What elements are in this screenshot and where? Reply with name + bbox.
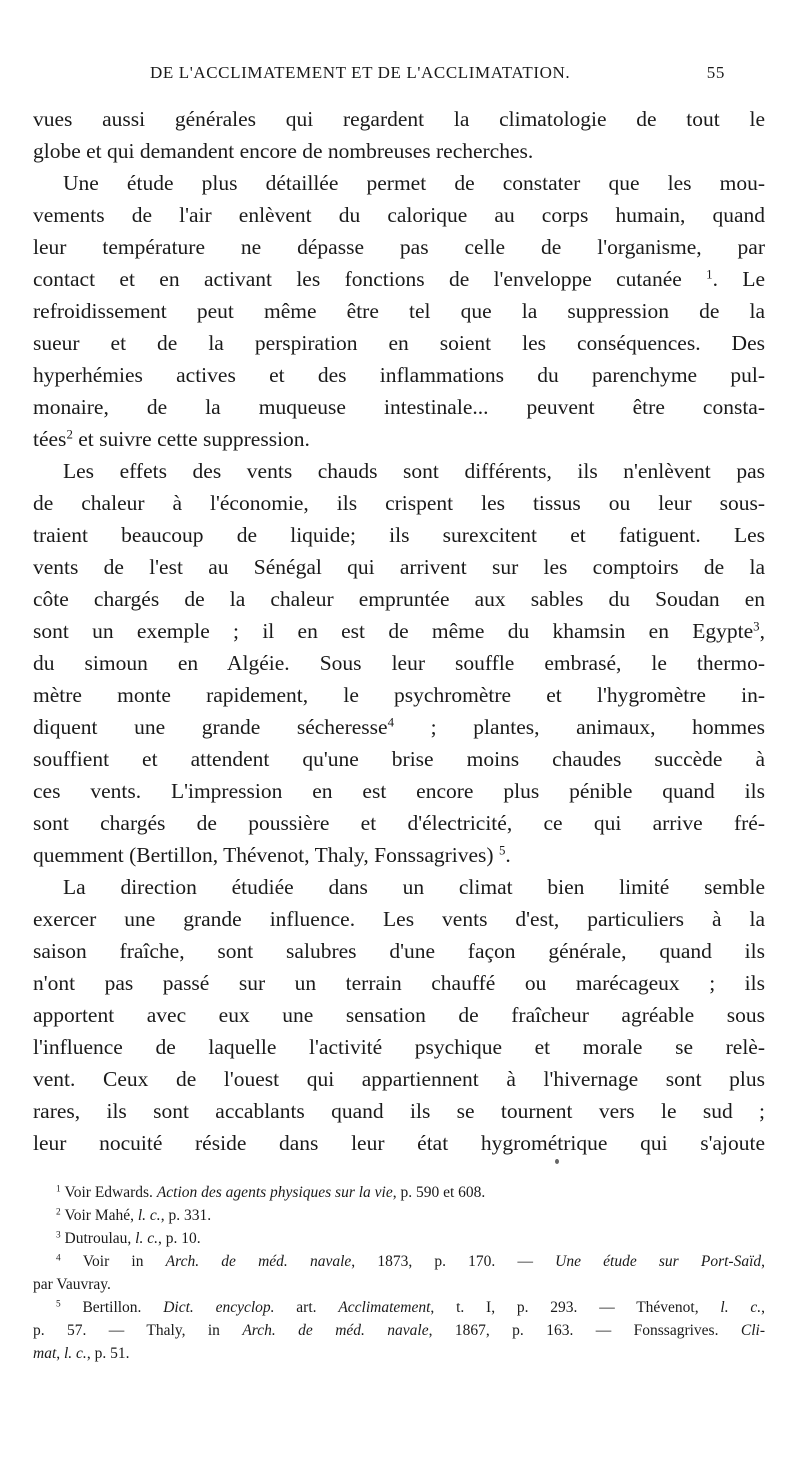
footnote-ref: 2 <box>66 427 73 442</box>
body-line: tées$^2$ et suivre cette suppression. <box>33 427 310 451</box>
body-line: refroidissement peut même être tel que la suppression de la <box>33 299 765 323</box>
body-line: monaire, de la muqueuse intestinale... peuvent être consta- <box>33 395 765 419</box>
body-line: diquent une grande sécheresse$^4$ ; plantes, animaux, hommes <box>33 715 765 739</box>
body-line: souffient et attendent qu'une brise moins chaudes succède à <box>33 747 765 771</box>
body-line: quemment (Bertillon, Thévenot, Thaly, Fonssagrives) $^5$. <box>33 843 511 867</box>
footnote: $^2$ Voir Mahé, l. c., p. 331. <box>56 1207 212 1224</box>
body-line: Les effets des vents chauds sont différents, ils n'enlèvent pas <box>63 459 765 483</box>
body-line: rares, ils sont accablants quand ils se tournent vers le sud ; <box>33 1099 765 1123</box>
footnote: $^4$ Voir in Arch. de méd. navale, 1873, p. 170. — Une étude sur Port-Saïd, <box>56 1253 766 1270</box>
footnote-ref: 5 <box>498 843 506 858</box>
body-line: l'influence de laquelle l'activité psychique et morale se relè- <box>33 1035 765 1059</box>
body-line: mètre monte rapidement, le psychromètre et l'hygromètre in- <box>33 683 765 707</box>
print-speck <box>555 1159 559 1164</box>
body-line: Une étude plus détaillée permet de constater que les mou- <box>63 171 765 195</box>
body-line: La direction étudiée dans un climat bien limité semble <box>63 875 765 899</box>
body-line: du simoun en Algéie. Sous leur souffle embrasé, le thermo- <box>33 651 765 675</box>
body-line: leur température ne dépasse pas celle de l'organisme, par <box>33 235 765 259</box>
body-line: exercer une grande influence. Les vents d'est, particuliers à la <box>33 907 765 931</box>
body-line: sueur et de la perspiration en soient les conséquences. Des <box>33 331 765 355</box>
body-line: ces vents. L'impression en est encore plus pénible quand ils <box>33 779 765 803</box>
body-line: vent. Ceux de l'ouest qui appartiennent à l'hivernage sont plus <box>33 1067 765 1091</box>
body-line: traient beaucoup de liquide; ils surexcitent et fatiguent. Les <box>33 523 765 547</box>
body-line: apportent avec eux une sensation de fraîcheur agréable sous <box>33 1003 765 1027</box>
footnote: $^3$ Dutroulau, l. c., p. 10. <box>56 1230 201 1247</box>
footnote: $^5$ Bertillon. Dict. encyclop. art. Acclimatement, t. I, p. 293. — Thévenot, l. c., <box>56 1299 765 1316</box>
footnote-continuation: mat, l. c., p. 51. <box>33 1345 130 1362</box>
footnote: $^1$ Voir Edwards. Action des agents physiques sur la vie, p. 590 et 608. <box>56 1184 486 1201</box>
running-head <box>150 63 725 89</box>
footnote-continuation: par Vauvray. <box>33 1276 111 1293</box>
body-line: de chaleur à l'économie, ils crispent les tissus ou leur sous- <box>33 491 765 515</box>
body-line: côte chargés de la chaleur empruntée aux sables du Soudan en <box>33 587 765 611</box>
body-line: n'ont pas passé sur un terrain chauffé ou marécageux ; ils <box>33 971 765 995</box>
body-line: globe et qui demandent encore de nombreuses recherches. <box>33 139 534 163</box>
footnote-ref: 3 <box>753 619 760 634</box>
body-line: vents de l'est au Sénégal qui arrivent sur les comptoirs de la <box>33 555 765 579</box>
footnote-ref: 4 <box>387 715 395 730</box>
body-line: vements de l'air enlèvent du calorique au corps humain, quand <box>33 203 765 227</box>
body-line: saison fraîche, sont salubres d'une façon générale, quand ils <box>33 939 765 963</box>
body-line: leur nocuité réside dans leur état hygrométrique qui s'ajoute <box>33 1131 765 1155</box>
body-line: sont chargés de poussière et d'électricité, ce qui arrive fré- <box>33 811 765 835</box>
page-number: 55 <box>706 63 725 82</box>
body-line: hyperhémies actives et des inflammations du parenchyme pul- <box>33 363 765 387</box>
body-line: sont un exemple ; il en est de même du khamsin en Egypte$^3$, <box>33 619 765 643</box>
footnote-ref: 1 <box>706 267 713 282</box>
body-line: contact et en activant les fonctions de l'enveloppe cutanée $^1$. Le <box>33 267 765 291</box>
footnote-continuation: p. 57. — Thaly, in Arch. de méd. navale, 1867, p. 163. — Fonssagrives. Cli- <box>33 1322 765 1339</box>
body-line: vues aussi générales qui regardent la climatologie de tout le <box>33 107 765 131</box>
running-title: DE L'ACCLIMATEMENT ET DE L'ACCLIMATATION. <box>150 63 571 82</box>
